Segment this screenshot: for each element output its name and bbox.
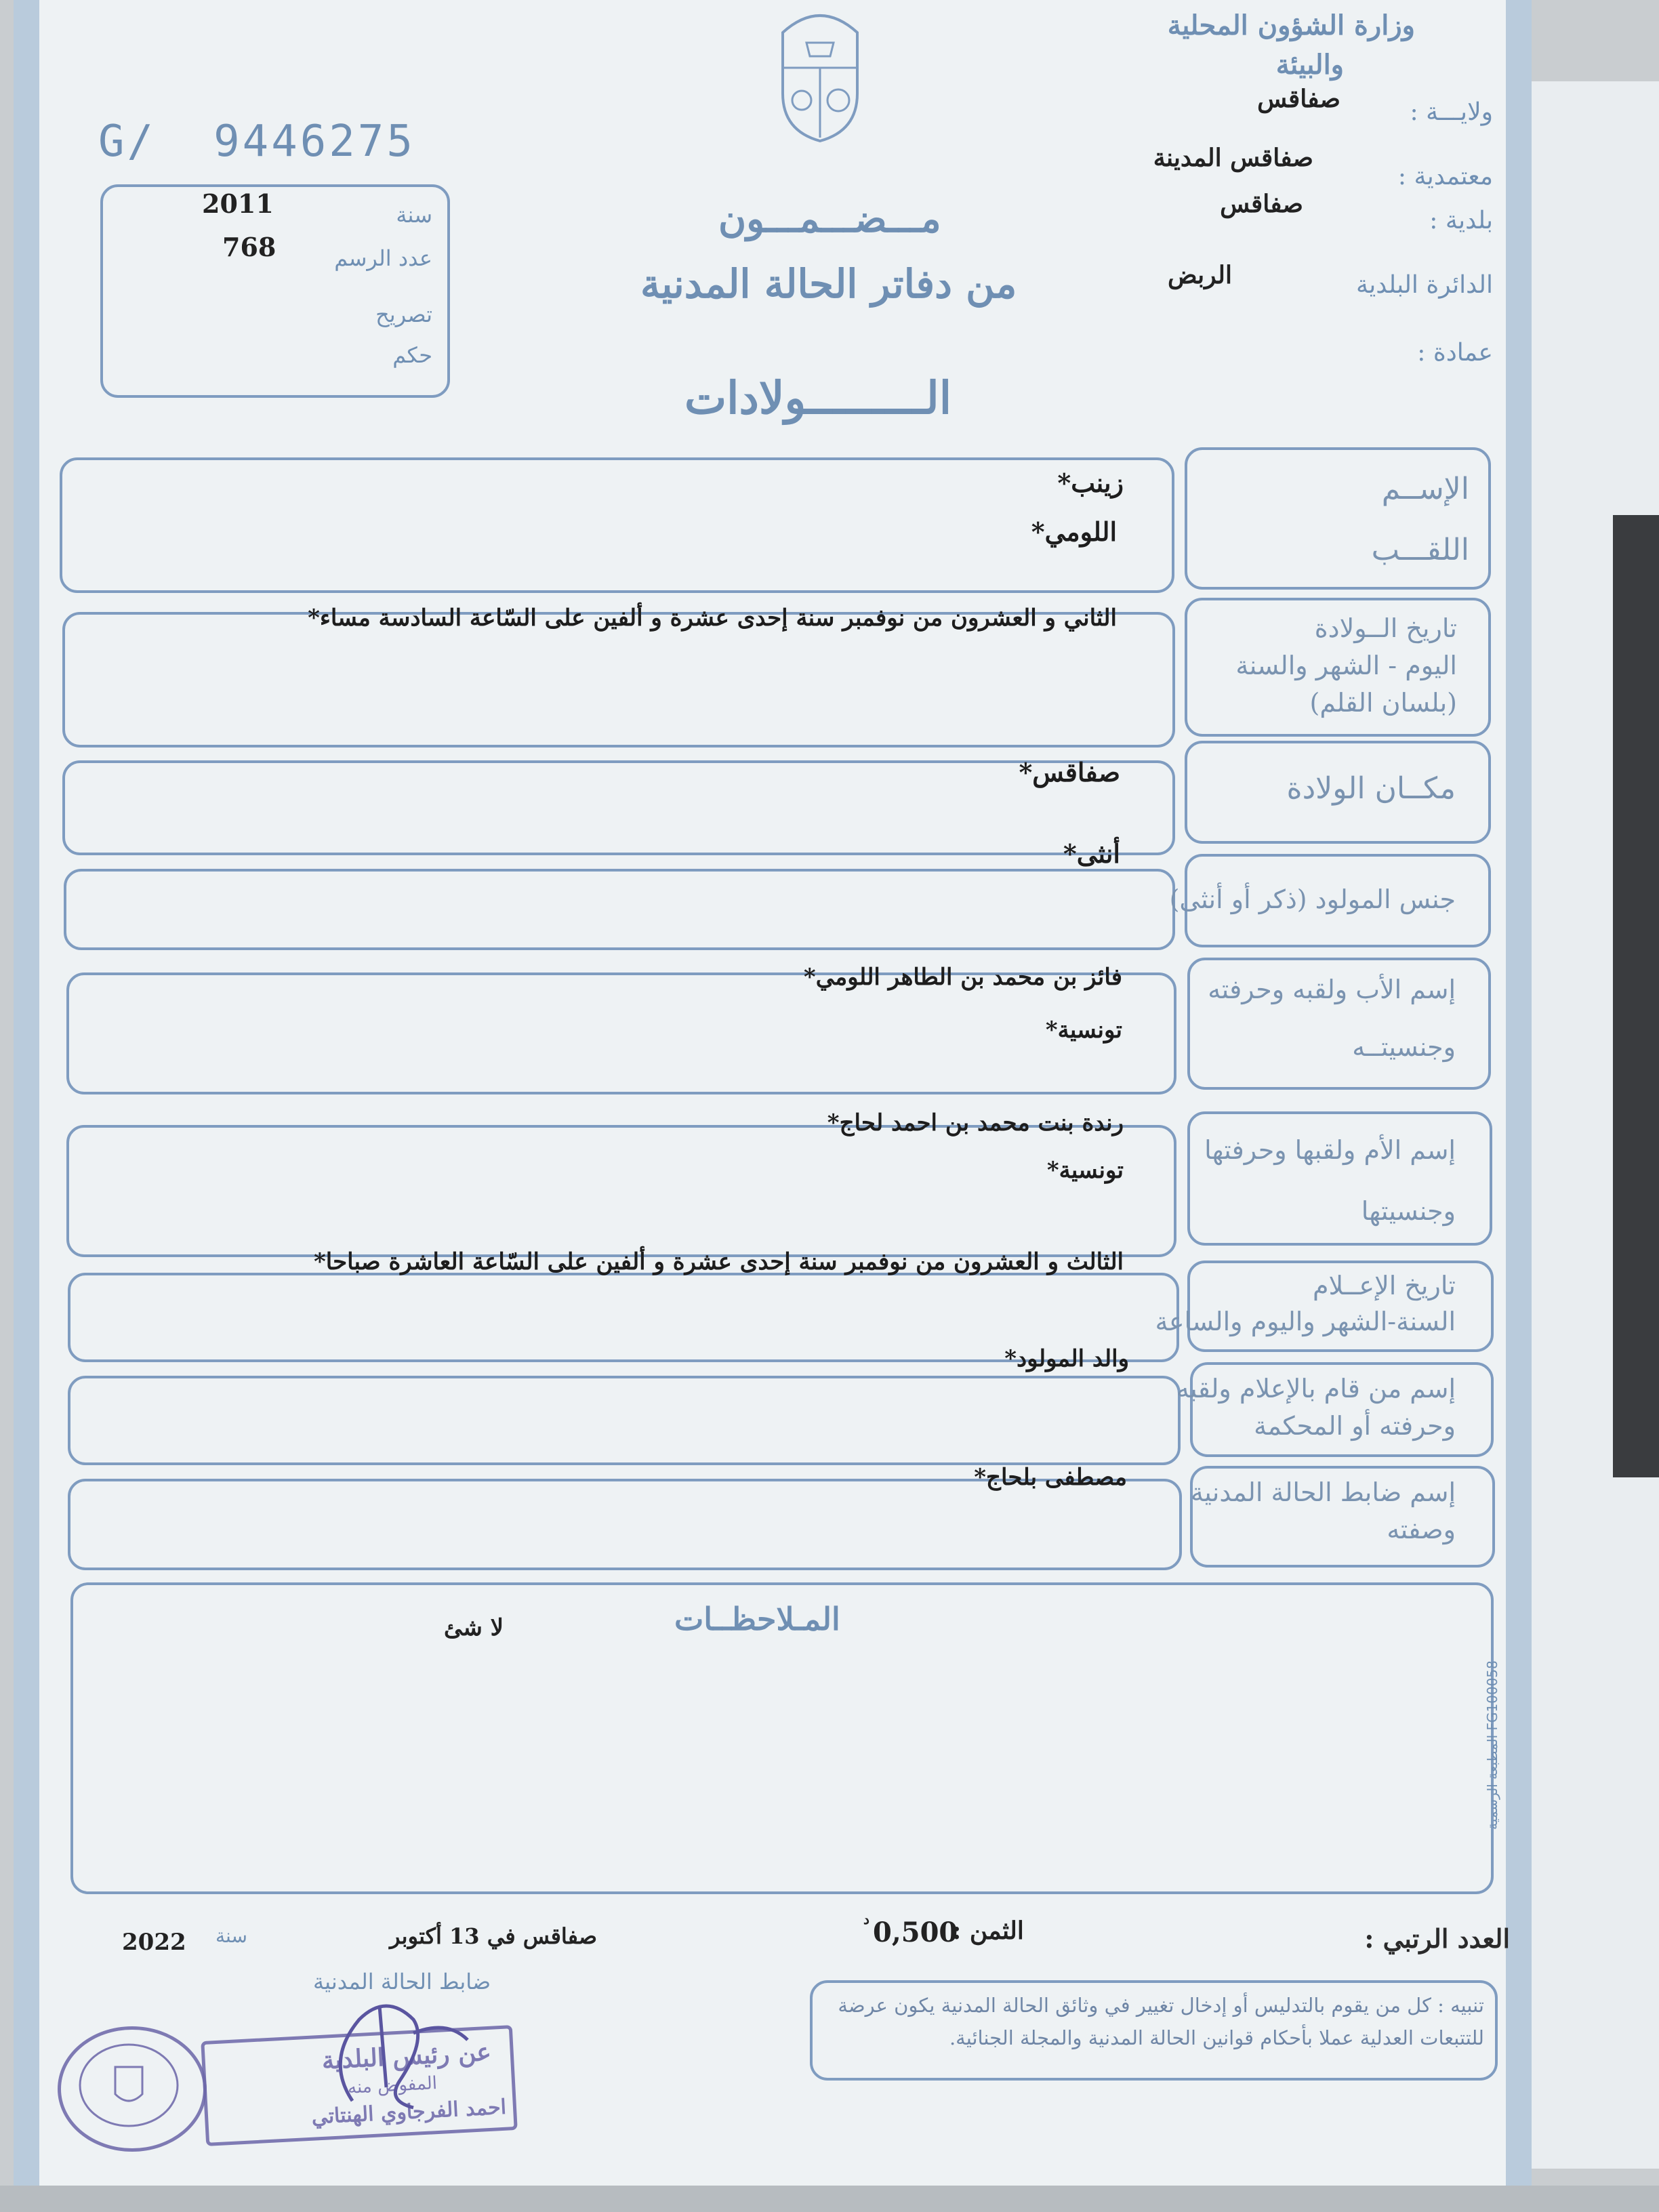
registry-year-value: 2011 [202, 188, 274, 219]
imada-label: عمادة : [1417, 339, 1493, 367]
name-value: زينب* [1057, 468, 1124, 498]
district-label: الدائرة البلدية [1355, 271, 1493, 299]
coat-of-arms-emblem [769, 5, 871, 144]
officer-value-box [68, 1479, 1182, 1570]
stamp-line2: المفوض منه [347, 2072, 438, 2098]
father-value-box [66, 972, 1176, 1094]
father-label-line2: وجنسيتــه [1352, 1032, 1456, 1062]
serial-number: G/ 9446275 [98, 117, 415, 167]
handwritten-signature [312, 1979, 488, 2114]
officer-label-line1: إسم ضابط الحالة المدنية [1190, 1477, 1456, 1507]
name-value-box [60, 457, 1174, 593]
serial-number-label: العدد الرتبي : [1364, 1923, 1510, 1954]
price-value: 0,500 [873, 1917, 958, 1948]
mother-value-box [66, 1125, 1176, 1257]
declaration-date-label-line2: السنة-الشهر واليوم والساعة [1155, 1307, 1456, 1336]
background-shadow [1613, 515, 1659, 1477]
municipality-value: صفاقس [1220, 190, 1303, 218]
title-extract: مـــضـــمـــون [718, 197, 941, 241]
declarant-label-line2: وحرفته أو المحكمة [1254, 1411, 1456, 1441]
notes-label: المـلاحظــات [674, 1601, 840, 1637]
delegation-value: صفاقس المدينة [1153, 144, 1313, 172]
father-value-line2: تونسية* [1045, 1017, 1122, 1044]
printer-mark: المطبعة الرسمية FG100058 [1484, 1660, 1500, 1830]
officer-label-line2: وصفته [1387, 1515, 1456, 1544]
surname-value: اللومي* [1031, 516, 1117, 547]
birth-date-label-line3: (بلسان القلم) [1309, 688, 1457, 718]
mother-label-line2: وجنسيتها [1361, 1196, 1456, 1226]
mother-value-line1: رندة بنت محمد بن احمد لحاج* [827, 1109, 1124, 1136]
officer-signature-title: ضابط الحالة المدنية [313, 1969, 491, 1994]
surname-label: اللقـــب [1371, 533, 1469, 567]
officer-value: مصطفى بلحاج* [974, 1464, 1127, 1491]
birth-place-label: مكــان الولادة [1286, 771, 1456, 806]
district-value: الربض [1168, 261, 1232, 289]
registry-declaration-label: تصريح [375, 302, 432, 327]
wilaya-value: صفاقس [1257, 85, 1340, 113]
section-title-births: الـــــــــولادات [684, 371, 952, 424]
place-and-date-value: صفاقس في 13 أكتوبر [390, 1923, 597, 1949]
birth-place-value-box [62, 760, 1175, 855]
birth-date-value: الثاني و العشرون من نوفمبر سنة إحدى عشرة و ألفين على السّاعة السادسة مساء* [308, 605, 1117, 632]
birth-place-value: صفاقس* [1019, 757, 1120, 787]
declaration-date-value: الثالث و العشرون من نوفمبر سنة إحدى عشرة و ألفين على السّاعة العاشرة صباحا* [313, 1248, 1124, 1275]
ministry-name-line1: وزارة الشؤون المحلية [1167, 9, 1415, 41]
declarant-label-line1: إسم من قام بالإعلام ولقبه [1176, 1374, 1456, 1404]
legal-warning-text: تنبيه : كل من يقوم بالتدليس أو إدخال تغيير في وثائق الحالة المدنية يكون عرضة للتتبعات العدلية عملا بأحكام قوانين الحالة المدنية والمجلة الجنائية. [838, 1994, 1484, 2049]
name-label: الإســم [1381, 472, 1469, 506]
issue-year-label: سنة [216, 1925, 247, 1947]
sex-value: أنثى* [1063, 838, 1120, 869]
birth-date-label-line2: اليوم - الشهر والسنة [1235, 651, 1457, 680]
registry-number-value: 768 [222, 232, 276, 262]
declarant-value-box [68, 1376, 1181, 1465]
mother-label-line1: إسم الأم ولقبها وحرفتها [1204, 1135, 1456, 1165]
declaration-date-label-line1: تاريخ الإعــلام [1312, 1271, 1456, 1300]
mother-value-line2: تونسية* [1046, 1157, 1124, 1184]
ministry-name-line2: والبيئة [1275, 49, 1344, 81]
wilaya-label: ولايـــة : [1410, 98, 1493, 126]
municipal-round-stamp [58, 2026, 207, 2152]
sex-label: جنس المولود (ذكر أو أنثى) [1169, 884, 1456, 914]
issue-year-value: 2022 [122, 1929, 186, 1956]
father-value-line1: فائز بن محمد بن الطاهر اللومي* [803, 964, 1122, 991]
father-label-line1: إسم الأب ولقبه وحرفته [1208, 975, 1456, 1004]
background-strip [0, 2186, 1659, 2212]
sex-value-box [64, 869, 1175, 950]
birth-date-label-line1: تاريخ الــولادة [1314, 613, 1457, 643]
delegation-label: معتمدية : [1397, 163, 1493, 190]
stamp-emblem-icon [61, 2030, 197, 2142]
municipality-label: بلدية : [1429, 207, 1493, 234]
stamp-line1: عن رئيس البلدية [321, 2037, 492, 2075]
stamp-line3: احمد الفرجاوي الهنتاتي [310, 2095, 507, 2129]
registry-year-label: سنة [396, 202, 432, 228]
title-civil-registers: من دفاتر الحالة المدنية [640, 261, 1017, 307]
notes-value: لا شئ [444, 1614, 504, 1641]
registry-number-label: عدد الرسم [334, 245, 432, 271]
price-unit: د [863, 1911, 869, 1927]
price-label: الثمن : [952, 1917, 1024, 1945]
declarant-value: والد المولود* [1004, 1345, 1129, 1372]
birth-date-value-box [62, 612, 1175, 747]
registry-judgment-label: حكم [392, 342, 432, 368]
